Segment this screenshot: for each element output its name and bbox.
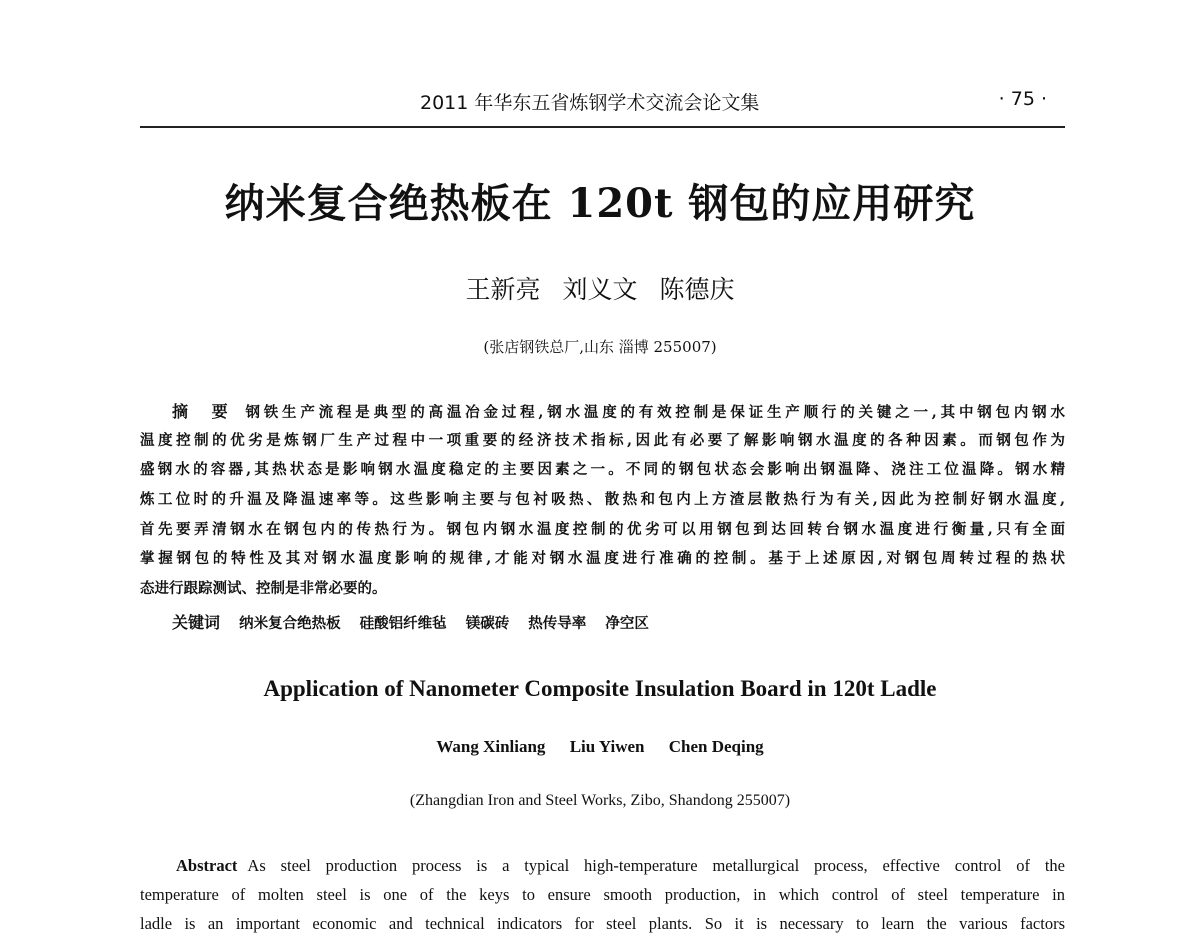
abstract-line: 盛钢水的容器,其热状态是影响钢水温度稳定的主要因素之一。不同的钢包状态会影响出钢温降、浇注工位温降。钢水精 (140, 461, 1065, 478)
abstract-line: 炼工位时的升温及降温速率等。这些影响主要与包衬吸热、散热和包内上方渣层散热行为有关,因此为控制好钢水温度, (140, 491, 1065, 508)
keywords-cn (172, 610, 663, 633)
keyword: 镁碳砖 (465, 615, 510, 632)
journal-name: 2011 年华东五省炼钢学术交流会论文集 (420, 92, 760, 114)
english-affiliation: (Zhangdian Iron and Steel Works, Zibo, Shandong 255007) (409, 792, 791, 809)
affiliation: (张店钢铁总厂,山东 淄博 255007) (483, 338, 717, 356)
english-authors (0, 737, 1200, 757)
abstract-line: 掌握钢包的特性及其对钢水温度影响的规律,才能对钢水温度进行准确的控制。基于上述原因,对钢包周转过程的热状 (140, 550, 1065, 567)
abstract-label: 摘 要 (172, 402, 232, 421)
abstract-line: 首先要弄清钢水在钢包内的传热行为。钢包内钢水温度控制的优劣可以用钢包到达回转台钢水温度进行衡量,只有全面 (140, 521, 1065, 538)
keyword: 净空区 (605, 615, 649, 632)
keyword: 硅酸铝纤维毡 (359, 615, 447, 632)
abstract-line: 温度控制的优劣是炼钢厂生产过程中一项重要的经济技术指标,因此有必要了解影响钢水温度的各种因素。而钢包作为 (140, 432, 1065, 449)
page-number: · 75 · (998, 88, 1047, 110)
authors: 王新亮 刘义文 陈德庆 (465, 275, 735, 304)
abstract-line: temperature of molten steel is one of the keys to ensure smooth production, in which control of steel temperature in (140, 885, 1065, 904)
abstract-line: ladle is an important economic and technical indicators for steel plants. So it is necessary to learn the various factors (140, 914, 1065, 933)
running-header (140, 86, 1065, 128)
abstract-label: Abstract (176, 856, 238, 875)
paper-title: 纳米复合绝热板在 120t 钢包的应用研究 (224, 180, 976, 227)
author: Liu Yiwen (569, 737, 645, 756)
abstract-line: Abstract As steel production process is a typical high-temperature metallurgical process, effective control of the (176, 856, 1065, 875)
abstract-line: 态进行跟踪测试、控制是非常必要的。 (140, 580, 387, 597)
keyword: 热传导率 (528, 615, 587, 632)
keyword: 纳米复合绝热板 (239, 615, 341, 632)
keywords-label: 关键词 (172, 613, 221, 632)
english-title: Application of Nanometer Composite Insulation Board in 120t Ladle (263, 676, 937, 701)
author: Chen Deqing (668, 737, 764, 756)
author: Wang Xinliang (436, 737, 546, 756)
abstract-line: 摘 要 钢铁生产流程是典型的高温冶金过程,钢水温度的有效控制是保证生产顺行的关键之一,其中钢包内钢水 (172, 402, 1065, 421)
